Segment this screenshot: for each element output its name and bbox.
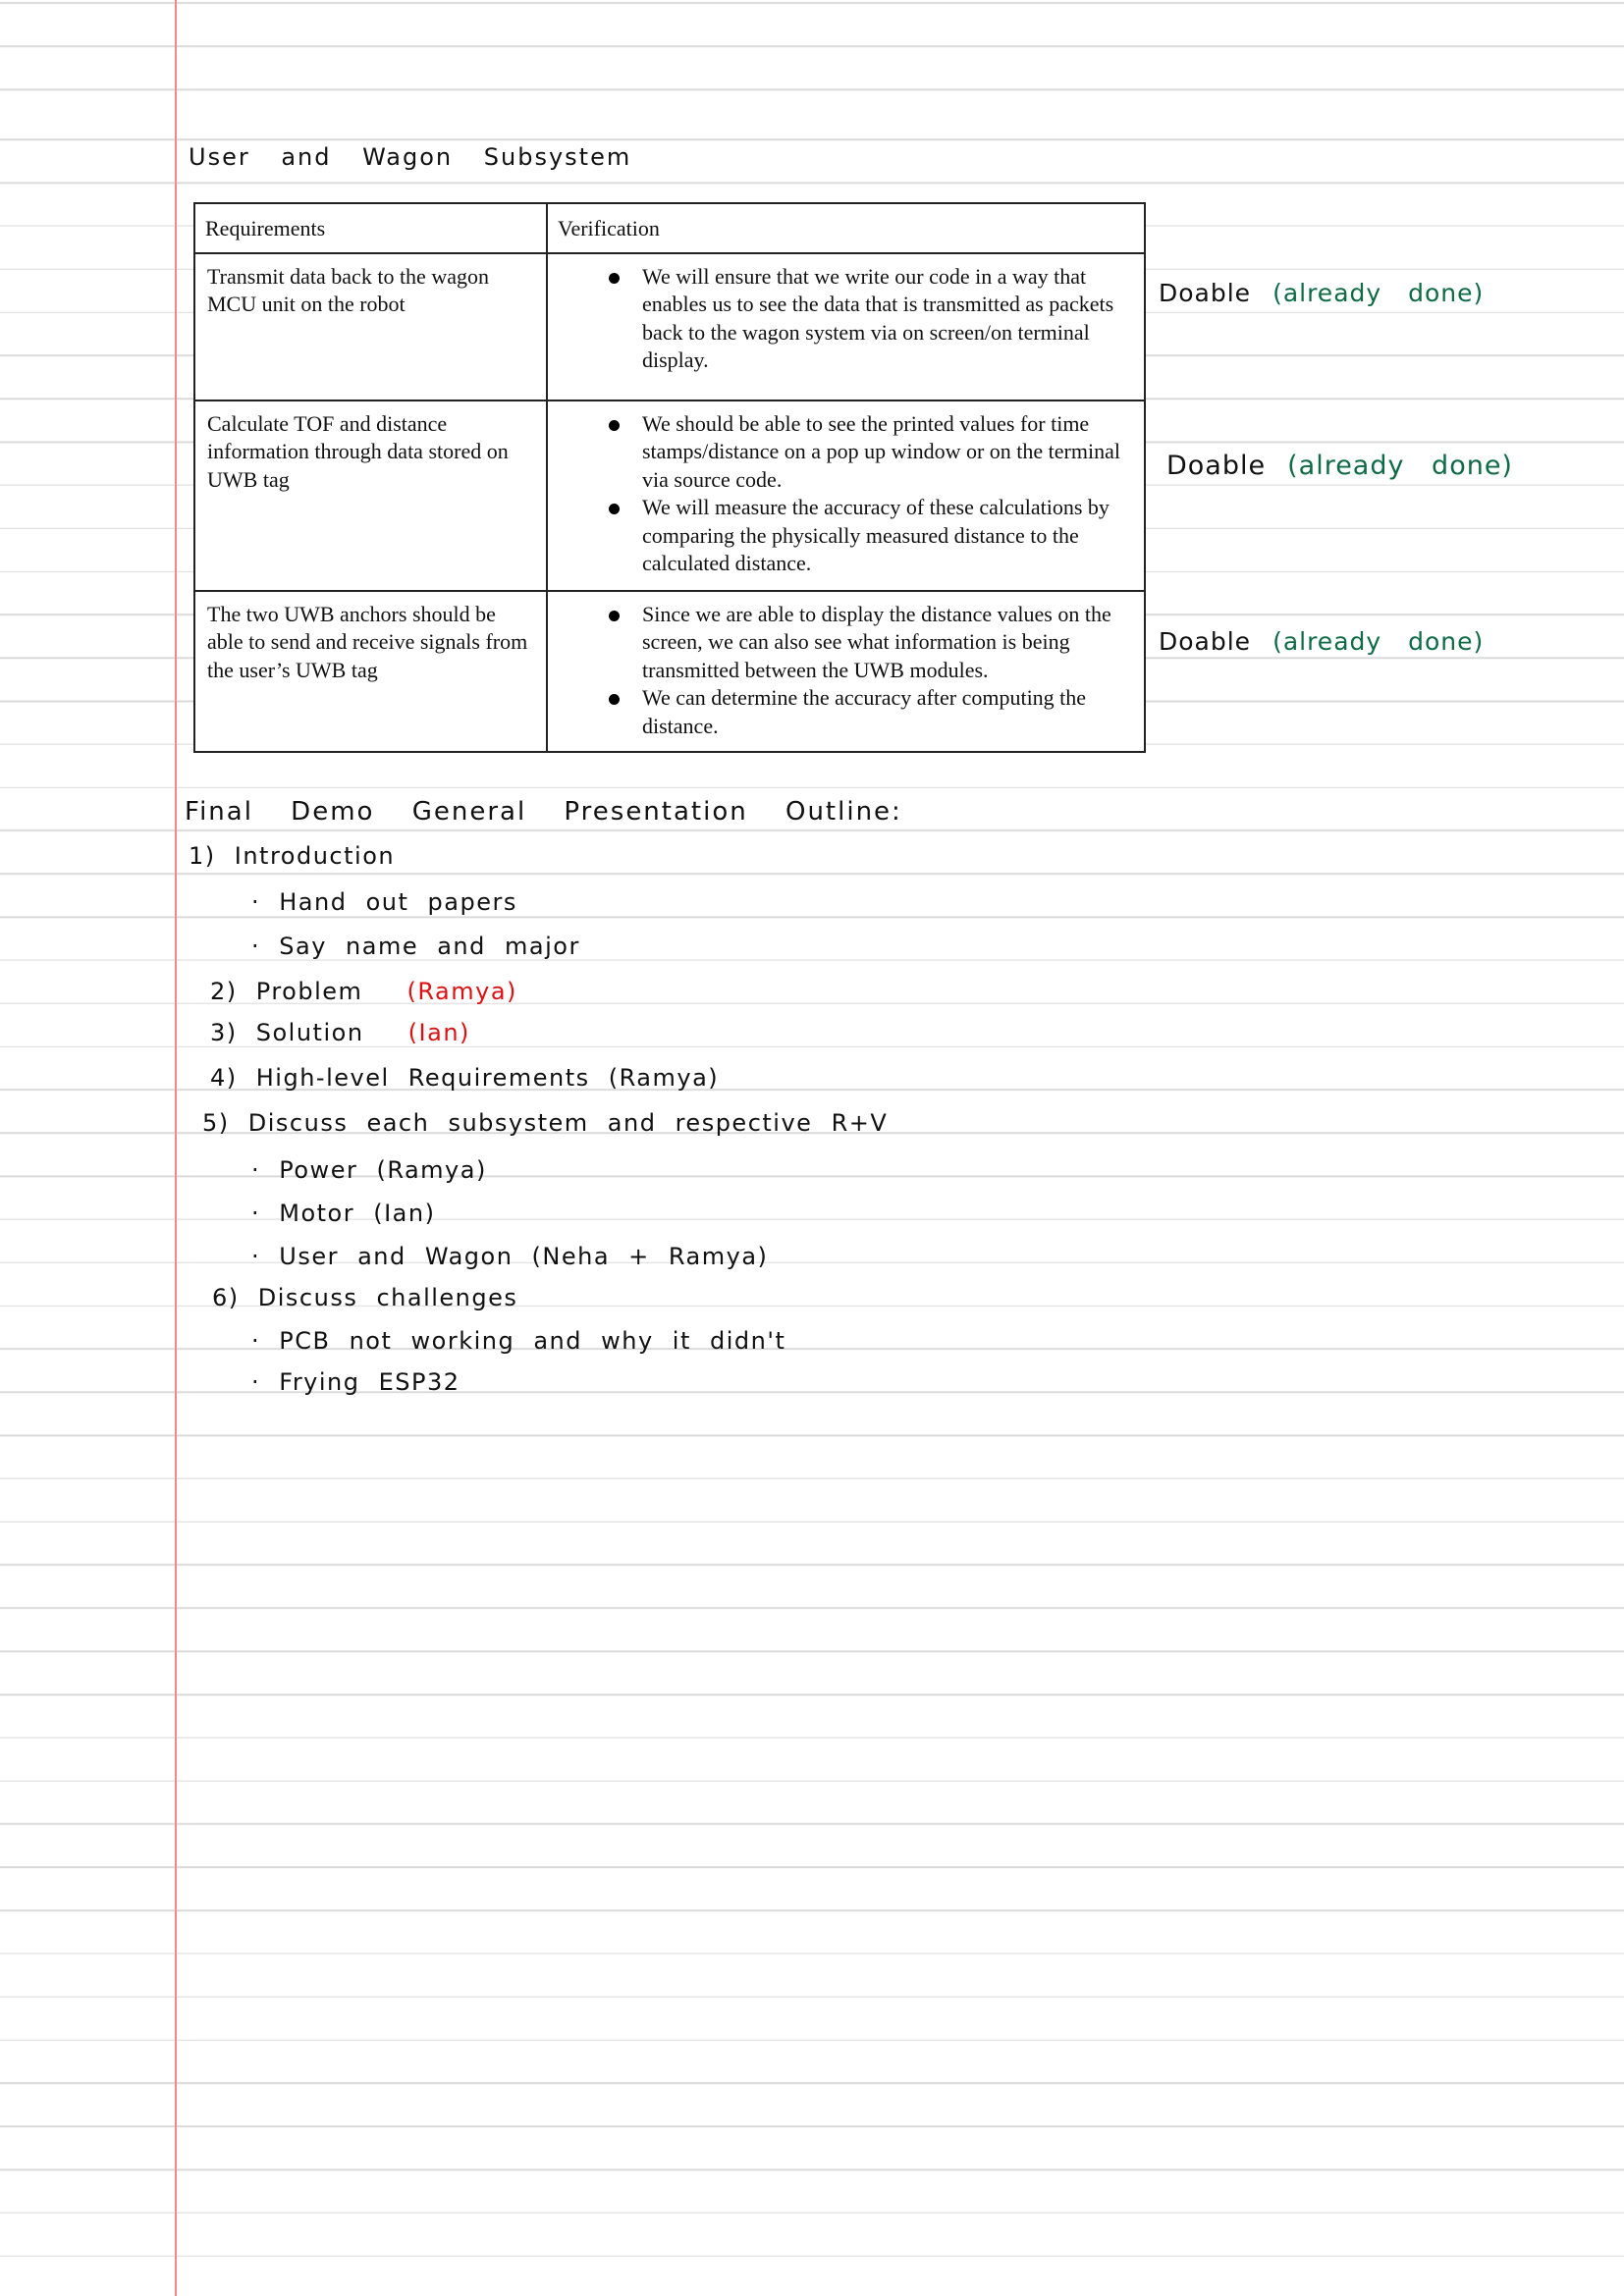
outline-item-text: 2) Problem bbox=[210, 978, 363, 1005]
header-requirements: Requirements bbox=[194, 203, 547, 253]
table-row bbox=[194, 253, 1145, 400]
notebook-margin-line bbox=[175, 0, 177, 2296]
verification-cell bbox=[547, 253, 1145, 400]
outline-item-text: 3) Solution bbox=[210, 1019, 364, 1046]
outline-title: Final Demo General Presentation Outline: bbox=[185, 797, 902, 827]
outline-item bbox=[210, 978, 517, 1005]
outline-item: 4) High-level Requirements (Ramya) bbox=[210, 1064, 720, 1092]
outline-subitem: · Hand out papers bbox=[251, 888, 517, 916]
verification-bullet: We will measure the accuracy of these calculations by comparing the physically measured distance to the calculated distance. bbox=[642, 494, 1132, 578]
outline-item: 1) Introduction bbox=[189, 842, 396, 870]
outline-item bbox=[210, 1019, 470, 1046]
note-comment: (already done) bbox=[1272, 279, 1485, 307]
verification-bullet: We will ensure that we write our code in a way that enables us to see the data that is transmitted as packets back to the wagon system via on screen/on terminal display. bbox=[642, 263, 1132, 375]
verification-bullet: We can determine the accuracy after computing the distance. bbox=[642, 684, 1132, 740]
outline-item: 6) Discuss challenges bbox=[212, 1284, 518, 1311]
header-verification: Verification bbox=[547, 203, 1145, 253]
verification-cell bbox=[547, 400, 1145, 591]
requirement-cell: Transmit data back to the wagon MCU unit on the robot bbox=[194, 253, 547, 400]
requirement-cell: The two UWB anchors should be able to send and receive signals from the user’s UWB tag bbox=[194, 591, 547, 752]
note-status: Doable bbox=[1166, 451, 1267, 481]
margin-note bbox=[1166, 451, 1513, 481]
table-row bbox=[194, 400, 1145, 591]
table-row bbox=[194, 591, 1145, 752]
verification-bullet: We should be able to see the printed values for time stamps/distance on a pop up window or on the terminal via source code. bbox=[642, 410, 1132, 495]
outline-subitem: · Motor (Ian) bbox=[251, 1200, 436, 1227]
verification-bullet: Since we are able to display the distance values on the screen, we can also see what information is being transmitted between the UWB modules. bbox=[642, 601, 1132, 685]
margin-note bbox=[1159, 627, 1484, 656]
note-comment: (already done) bbox=[1272, 627, 1485, 656]
outline-subitem: · Say name and major bbox=[251, 933, 580, 960]
requirements-table bbox=[193, 202, 1146, 753]
outline-subitem: · Power (Ramya) bbox=[251, 1156, 487, 1184]
note-comment: (already done) bbox=[1287, 451, 1513, 481]
presenter-name: (Ramya) bbox=[406, 978, 517, 1005]
presenter-name: (Ian) bbox=[407, 1019, 470, 1046]
requirement-cell: Calculate TOF and distance information through data stored on UWB tag bbox=[194, 400, 547, 591]
outline-subitem: · PCB not working and why it didn't bbox=[251, 1327, 786, 1355]
page-title: User and Wagon Subsystem bbox=[189, 143, 632, 171]
note-status: Doable bbox=[1159, 627, 1252, 656]
table-header-row bbox=[194, 203, 1145, 253]
outline-subitem: · Frying ESP32 bbox=[251, 1368, 460, 1396]
margin-note bbox=[1159, 279, 1484, 307]
outline-item: 5) Discuss each subsystem and respective R+V bbox=[202, 1109, 889, 1137]
outline-subitem: · User and Wagon (Neha + Ramya) bbox=[251, 1243, 769, 1270]
verification-cell bbox=[547, 591, 1145, 752]
note-status: Doable bbox=[1159, 279, 1252, 307]
